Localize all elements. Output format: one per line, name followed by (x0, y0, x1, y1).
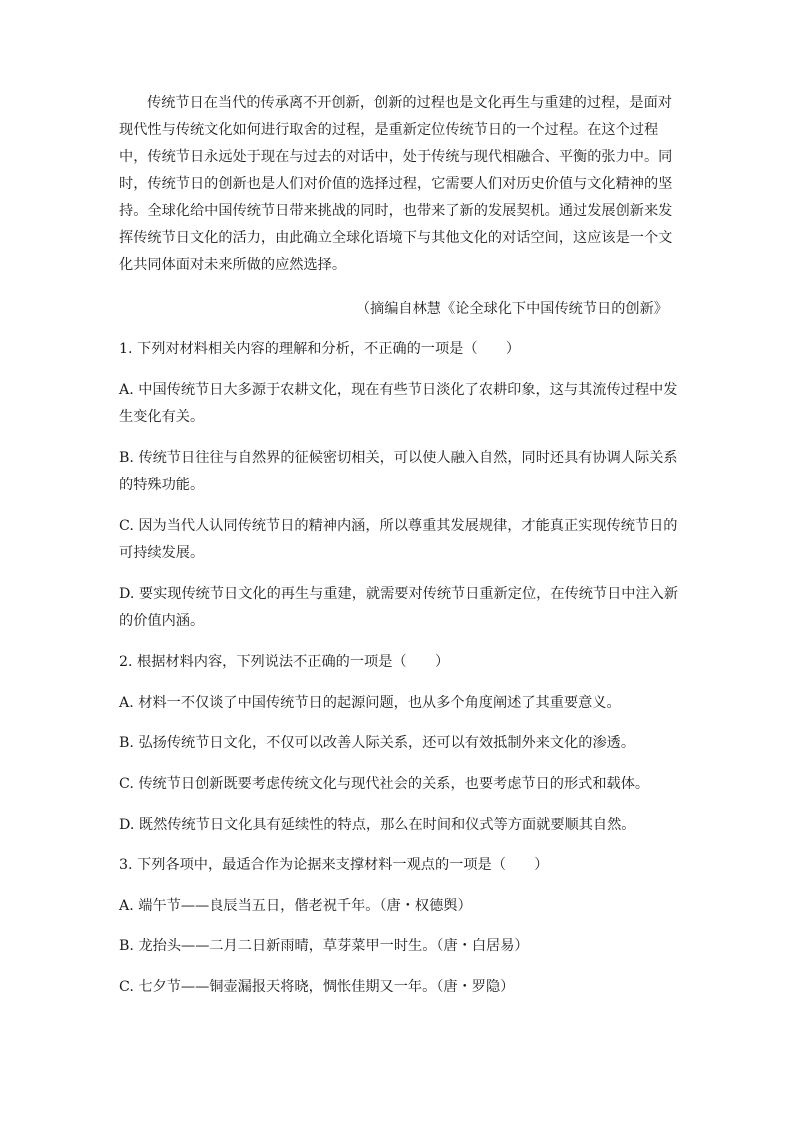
passage-line: 挥传统节日文化的活力，由此确立全球化语境下与其他文化的对话空间，这应该是一个文 (119, 230, 673, 246)
question-3-option-b: B. 龙抬头——二月二日新雨晴，草芽菜甲一时生。（唐・白居易） (119, 938, 529, 954)
question-1-option-b: B. 传统节日往往与自然界的征候密切相关，可以使人融入自然，同时还具有协调人际关系 的特殊功能。 (119, 450, 678, 493)
question-2-option-c: C. 传统节日创新既要考虑传统文化与现代社会的关系，也要考虑节日的形式和载体。 (119, 776, 650, 792)
passage-line: 持。全球化给中国传统节日带来挑战的同时，也带来了新的发展契机。通过发展创新来发 (119, 203, 673, 219)
question-3-option-c: C. 七夕节——铜壶漏报天将晓，惆怅佳期又一年。（唐・罗隐） (119, 979, 515, 995)
question-2-stem (119, 649, 679, 676)
passage-line: 现代性与传统文化如何进行取舍的过程，是重新定位传统节日的一个过程。在这个过程 (119, 122, 659, 138)
passage-line: 时，传统节日的创新也是人们对价值的选择过程，它需要人们对历史价值与文化精神的坚 (119, 176, 673, 192)
question-1-stem (119, 336, 679, 363)
question-2-option-b: B. 弘扬传统节日文化，不仅可以改善人际关系，还可以有效抵制外来文化的渗透。 (119, 735, 636, 751)
question-stem: 1. 下列对材料相关内容的理解和分析，不正确的一项是（ ） (119, 341, 521, 357)
question-2-option-a: A. 材料一不仅谈了中国传统节日的起源问题，也从多个角度阐述了其重要意义。 (119, 695, 621, 711)
question-1-option-a: A. 中国传统节日大多源于农耕文化，现在有些节日淡化了农耕印象，这与其流传过程中发 生变化有关。 (119, 382, 678, 425)
passage-paragraph (119, 90, 675, 279)
passage-line: 化共同体面对未来所做的应然选择。 (119, 257, 347, 273)
passage-line: 中，传统节日永远处于现在与过去的对话中，处于传统与现代相融合、平衡的张力中。同 (119, 149, 673, 165)
passage-line: 传统节日在当代的传承离不开创新，创新的过程也是文化再生与重建的过程，是面对 (147, 95, 672, 111)
question-3-option-a: A. 端午节——良辰当五日，偕老祝千年。（唐・权德舆） (119, 898, 472, 914)
question-1-option-d: D. 要实现传统节日文化的再生与重建，就需要对传统节日重新定位，在传统节日中注入新 的价值内涵。 (119, 586, 679, 629)
question-stem: 3. 下列各项中，最适合作为论据来支撑材料一观点的一项是（ ） (119, 857, 549, 873)
passage-source: （摘编自林慧《论全球化下中国传统节日的创新》 (355, 301, 668, 317)
question-3-stem (119, 852, 679, 879)
question-2-option-d: D. 既然传统节日文化具有延续性的特点，那么在时间和仪式等方面就要顺其自然。 (119, 817, 636, 833)
question-1-option-c: C. 因为当代人认同传统节日的精神内涵，所以尊重其发展规律，才能真正实现传统节日的 可持续发展。 (119, 518, 678, 561)
question-stem: 2. 根据材料内容，下列说法不正确的一项是（ ） (119, 654, 450, 670)
